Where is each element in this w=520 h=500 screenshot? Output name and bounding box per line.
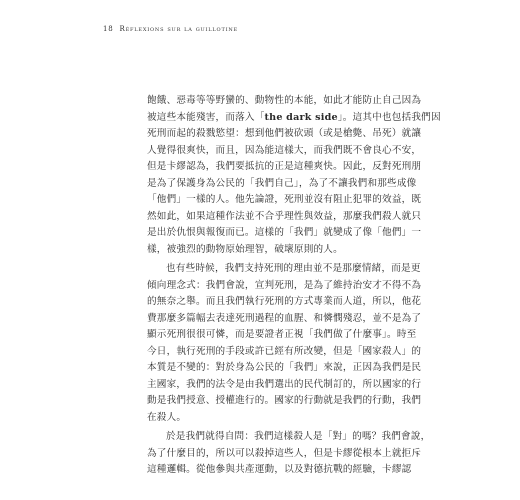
text-segment: 」。這其中也包括我們因 (337, 111, 441, 123)
running-head (103, 25, 238, 33)
text-line: 這種邏輯。從他參與共產運動，以及對德抗戰的經驗，卡繆認 (147, 464, 412, 475)
text-line: 但是卡繆認為，我們要抵抗的正是這種爽快。因此，反對死刑朋 (147, 161, 422, 172)
text-line: 本質是不變的：對於身為公民的「我們」來說，正因為我們是民 (147, 362, 422, 373)
text-line: 為了什麼目的，所以可以殺掉這些人，但是卡繆從根本上就拒斥 (147, 447, 422, 459)
text-line: 飽餓、惡毒等等野蠻的、動物性的本能，如此才能防止自己因為 (147, 95, 422, 106)
text-line: 今日，執行死刑的手段或許已經有所改變，但是「國家殺人」的 (147, 345, 422, 357)
emphasis-the-dark-side: the dark side (264, 111, 338, 123)
paragraph-1 (147, 93, 441, 258)
body-text (147, 93, 441, 479)
text-line: 於是我們就得自問：我們這樣殺人是「對」的嗎？我們會說， (166, 431, 431, 442)
text-line: 死刑而起的殺戮慾望：想到他們被砍頭（或是槍斃、吊死）就讓 (147, 128, 422, 139)
text-line: 也有些時候，我們支持死刑的理由並不是那麼情緒，而是更 (166, 263, 421, 274)
paragraph-2 (147, 261, 437, 426)
text-line: 「他們」一樣的人。他先論證，死刑並沒有阻止犯罪的效益，既 (147, 194, 422, 205)
page-number: 18 (103, 25, 114, 33)
text-line: 是為了保護身為公民的「我們自己」，為了不讓我們和那些成像 (147, 177, 417, 189)
text-line: 動是我們授意、授權進行的。國家的行動就是我們的行動，我們 (147, 395, 422, 406)
text-line: 主國家，我們的法令是由我們選出的民代制訂的，所以國家的行 (147, 378, 422, 390)
text-line: 人覺得很爽快，而且，因為能這樣大，而我們既不會良心不安， (147, 144, 422, 156)
text-segment: 被這些本能殘害，而落入「 (147, 111, 265, 123)
text-line: 然如此，如果這種作法並不合乎理性與效益，那麼我們殺人就只 (147, 210, 422, 222)
text-line: 傾向理念式：我們會說，宣判死刑，是為了維持治安才不得不為 (147, 279, 422, 291)
text-line: 樣，被強烈的動物原始理智，破壞原則的人。 (147, 243, 343, 255)
text-line: 是出於仇恨與報復而已。這樣的「我們」就變成了像「他們」一 (147, 227, 422, 238)
book-title: Réflexions sur la guillotine (119, 25, 238, 33)
text-line: 顯示死刑很很可憐，而是要證者正視「我們做了什麼事」。時至 (147, 329, 417, 340)
text-line: 在殺人。 (147, 411, 187, 423)
text-line: 的無奈之舉。而且我們執行死刑的方式專業而人道，所以，他花 (147, 296, 422, 307)
text-line: 費那麼多篇幅去表達死刑過程的血腥、和憐憫殘忍，並不是為了 (147, 312, 422, 324)
paragraph-3 (147, 429, 437, 479)
text-line-with-emphasis (147, 110, 441, 127)
